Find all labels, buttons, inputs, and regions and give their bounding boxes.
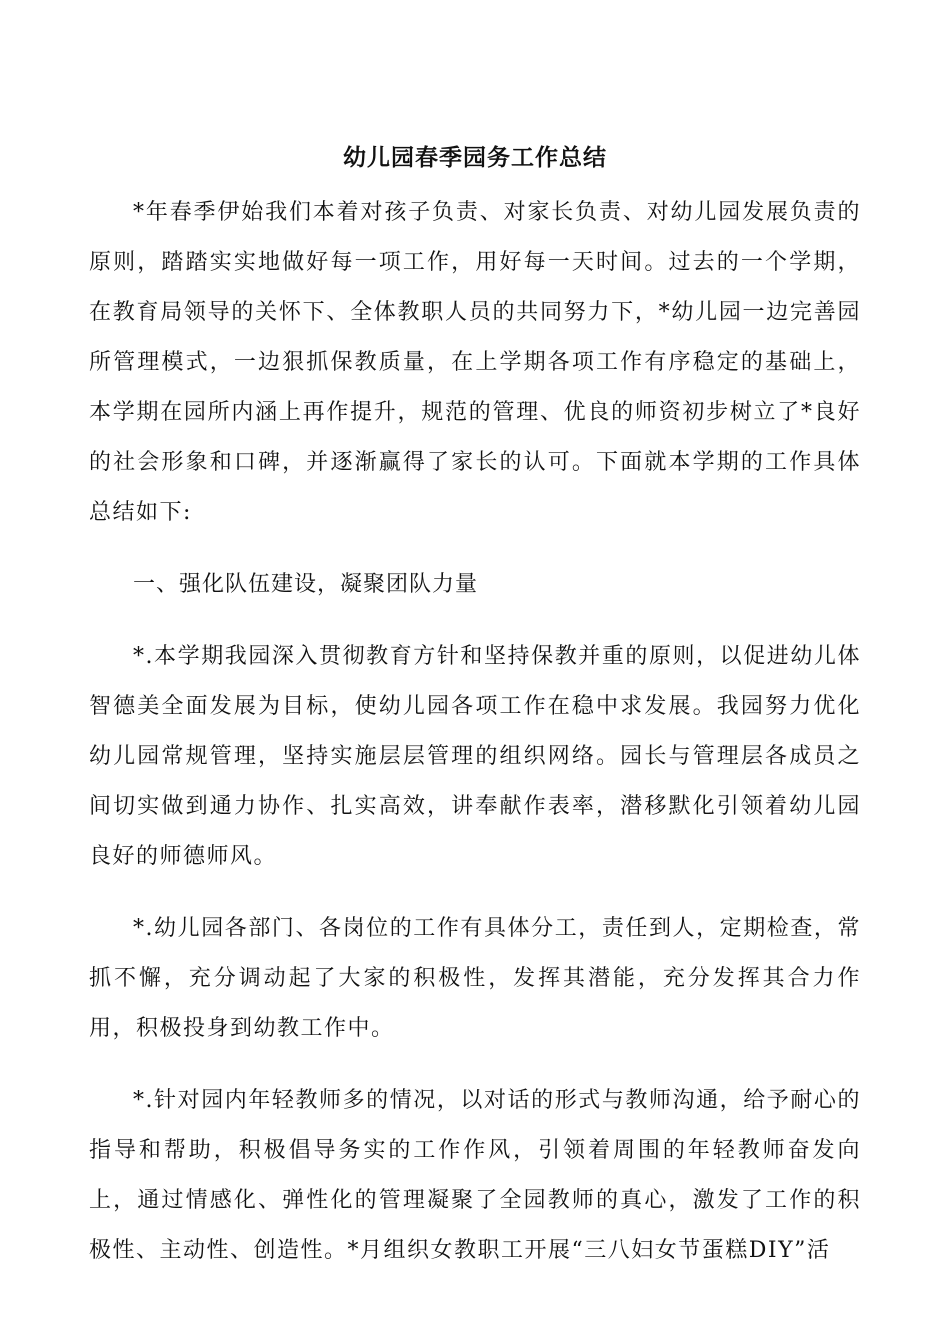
body-paragraph: *.针对园内年轻教师多的情况，以对话的形式与教师沟通，给予耐心的指导和帮助，积极倡导务实的工作作风，引领着周围的年轻教师奋发向上，通过情感化、弹性化的管理凝聚了全园教师的真心，激发了工作的积极性、主动性、创造性。*月组织女教职工开展“三八妇女节蛋糕DIY”活 (89, 1088, 861, 1263)
intro-paragraph: *年春季伊始我们本着对孩子负责、对家长负责、对幼儿园发展负责的原则，踏踏实实地做好每一项工作，用好每一天时间。过去的一个学期，在教育局领导的关怀下、全体教职人员的共同努力下，*幼儿园一边完善园所管理模式，一边狠抓保教质量，在上学期各项工作有序稳定的基础上，本学期在园所内涵上再作提升，规范的管理、优良的师资初步树立了*良好的社会形象和口碑，并逐渐赢得了家长的认可。下面就本学期的工作具体总结如下: (89, 200, 861, 525)
body-paragraph: *.本学期我园深入贯彻教育方针和坚持保教并重的原则，以促进幼儿体智德美全面发展为目标，使幼儿园各项工作在稳中求发展。我园努力优化幼儿园常规管理，坚持实施层层管理的组织网络。园长与管理层各成员之间切实做到通力协作、扎实高效，讲奉献作表率，潜移默化引领着幼儿园良好的师德师风。 (89, 644, 861, 869)
section-heading: 一、强化队伍建设，凝聚团队力量 (133, 572, 479, 597)
document-body (89, 188, 861, 1298)
document-title: 幼儿园春季园务工作总结 (343, 144, 607, 171)
body-paragraph: *.幼儿园各部门、各岗位的工作有具体分工，责任到人，定期检查，常抓不懈，充分调动起了大家的积极性，发挥其潜能，充分发挥其合力作用，积极投身到幼教工作中。 (89, 916, 861, 1041)
